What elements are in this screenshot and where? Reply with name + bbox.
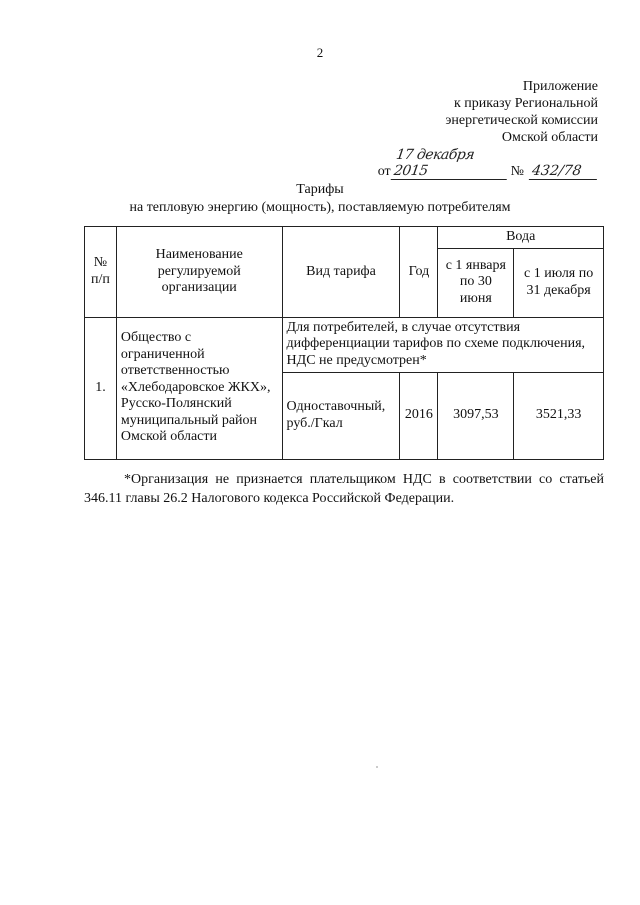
page-number: 2 <box>316 45 324 60</box>
appendix-line-2: к приказу Региональной <box>453 96 598 111</box>
title-line-1: Тарифы <box>296 182 344 197</box>
scan-speck <box>376 766 378 768</box>
row-value-2: 3521,33 <box>514 372 604 459</box>
header-water: Вода <box>438 227 604 249</box>
header-year: Год <box>400 227 438 318</box>
header-period-1: с 1 января по 30 июня <box>438 248 514 317</box>
title-line-2: на тепловую энергию (мощность), поставляемую потребителям <box>129 200 511 215</box>
row-org: Общество с ограниченной ответственностью «Хлебодаровское ЖКХ», Русско-Полянский муниципальный район Омской области <box>116 317 282 459</box>
header-num: № п/п <box>85 227 117 318</box>
row-year: 2016 <box>400 372 438 459</box>
header-org: Наименование регулируемой организации <box>116 227 282 318</box>
row-value-1: 3097,53 <box>438 372 514 459</box>
row-tariff-type: Одноставочный, руб./Гкал <box>282 372 400 459</box>
row-num: 1. <box>85 317 117 459</box>
appendix-header <box>445 78 598 146</box>
table-row <box>85 317 604 372</box>
tariff-table <box>84 226 604 460</box>
header-tariff-type: Вид тарифа <box>282 227 400 318</box>
appendix-line-3: энергетической комиссии <box>445 113 598 128</box>
number-sign: № <box>510 164 524 179</box>
order-date-number <box>378 147 598 180</box>
row-note: Для потребителей, в случае отсутствия дифференциации тарифов по схеме подключения, НДС не предусмотрен* <box>282 317 603 372</box>
footnote: *Организация не признается плательщиком НДС в соответствии со статьей 346.11 главы 26.2 Налогового кодекса Российской Федерации. <box>84 472 604 506</box>
date-prefix: от <box>377 164 391 179</box>
handwritten-number: 432/78 <box>529 163 599 180</box>
header-period-2: с 1 июля по 31 декабря <box>514 248 604 317</box>
appendix-line-4: Омской области <box>501 130 598 145</box>
handwritten-date: 17 декабря 2015 <box>390 147 511 180</box>
document-title <box>0 181 640 217</box>
appendix-line-1: Приложение <box>522 79 598 94</box>
table-header-row <box>85 227 604 249</box>
